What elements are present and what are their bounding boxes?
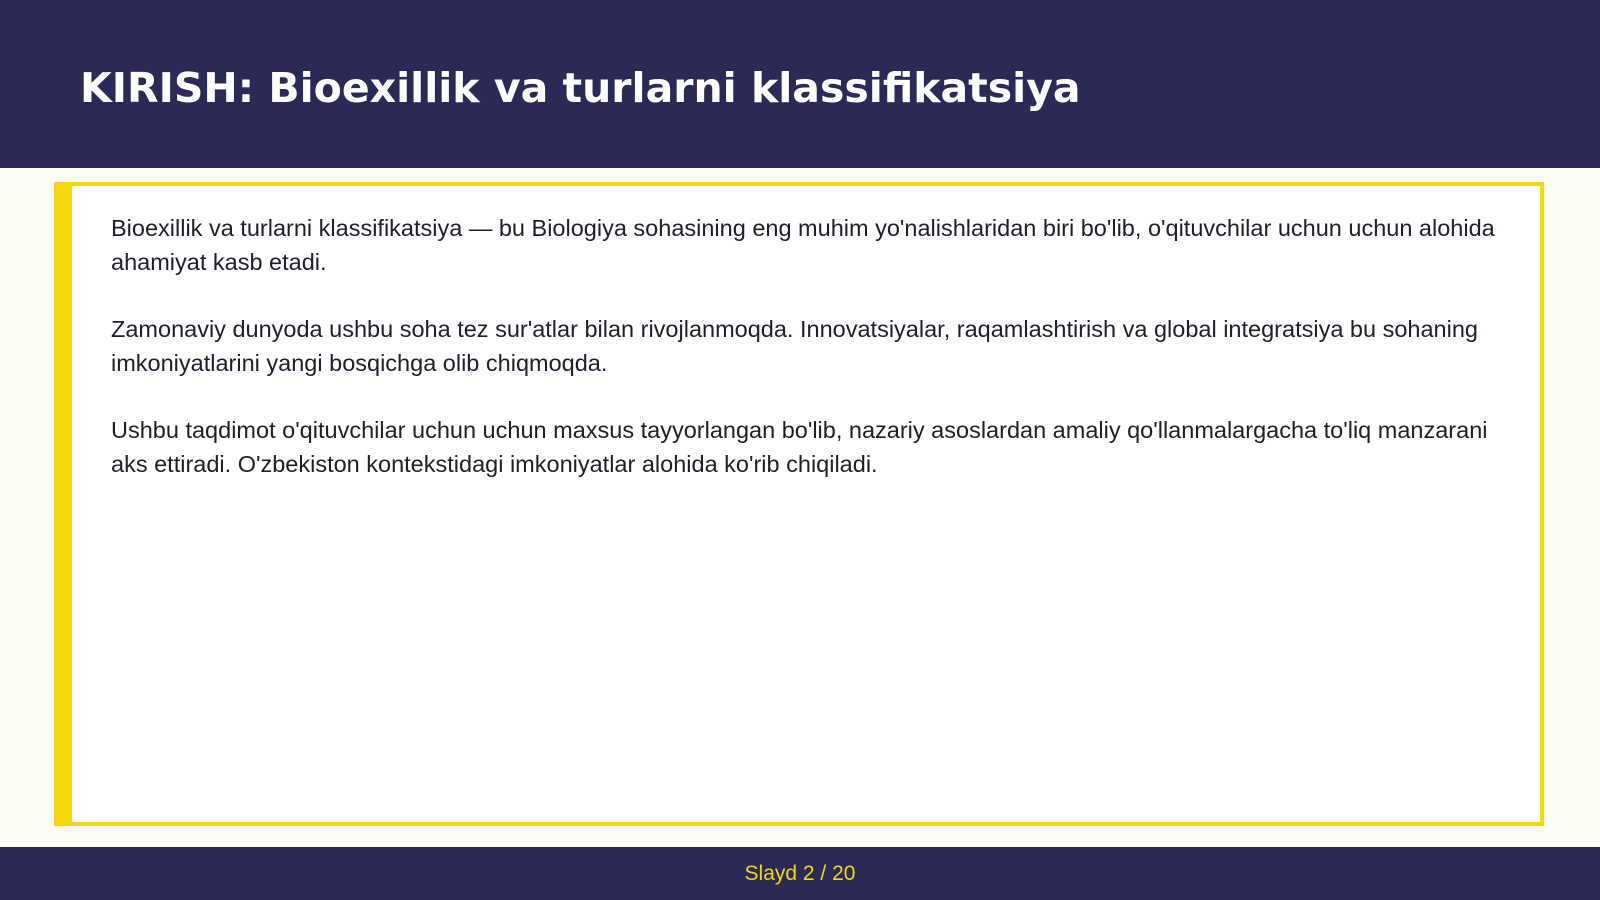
- slide-footer: [0, 847, 1600, 900]
- content-text: [111, 212, 1501, 515]
- paragraph-intro: Bioexillik va turlarni klassifikatsiya — bu Biologiya sohasining eng muhim yo'nalishlaridan biri bo'lib, o'qituvchilar uchun uchun alohida ahamiyat kasb etadi.: [111, 215, 1495, 275]
- slide-counter: Slayd 2 / 20: [744, 862, 856, 885]
- paragraph-presentation-purpose: Ushbu taqdimot o'qituvchilar uchun uchun maxsus tayyorlangan bo'lib, nazariy asoslardan amaliy qo'llanmalargacha to'liq manzarani aks ettiradi. O'zbekiston kontekstidagi imkoniyatlar alohida ko'rib chiqiladi.: [111, 417, 1488, 477]
- slide-title: KIRISH: Bioexillik va turlarni klassifikatsiya: [80, 64, 1081, 112]
- slide-header: [0, 0, 1600, 168]
- paragraph-modern-world: Zamonaviy dunyoda ushbu soha tez sur'atlar bilan rivojlanmoqda. Innovatsiyalar, raqamlashtirish va global integratsiya bu sohaning imkoniyatlarini yangi bosqichga olib chiqmoqda.: [111, 316, 1478, 376]
